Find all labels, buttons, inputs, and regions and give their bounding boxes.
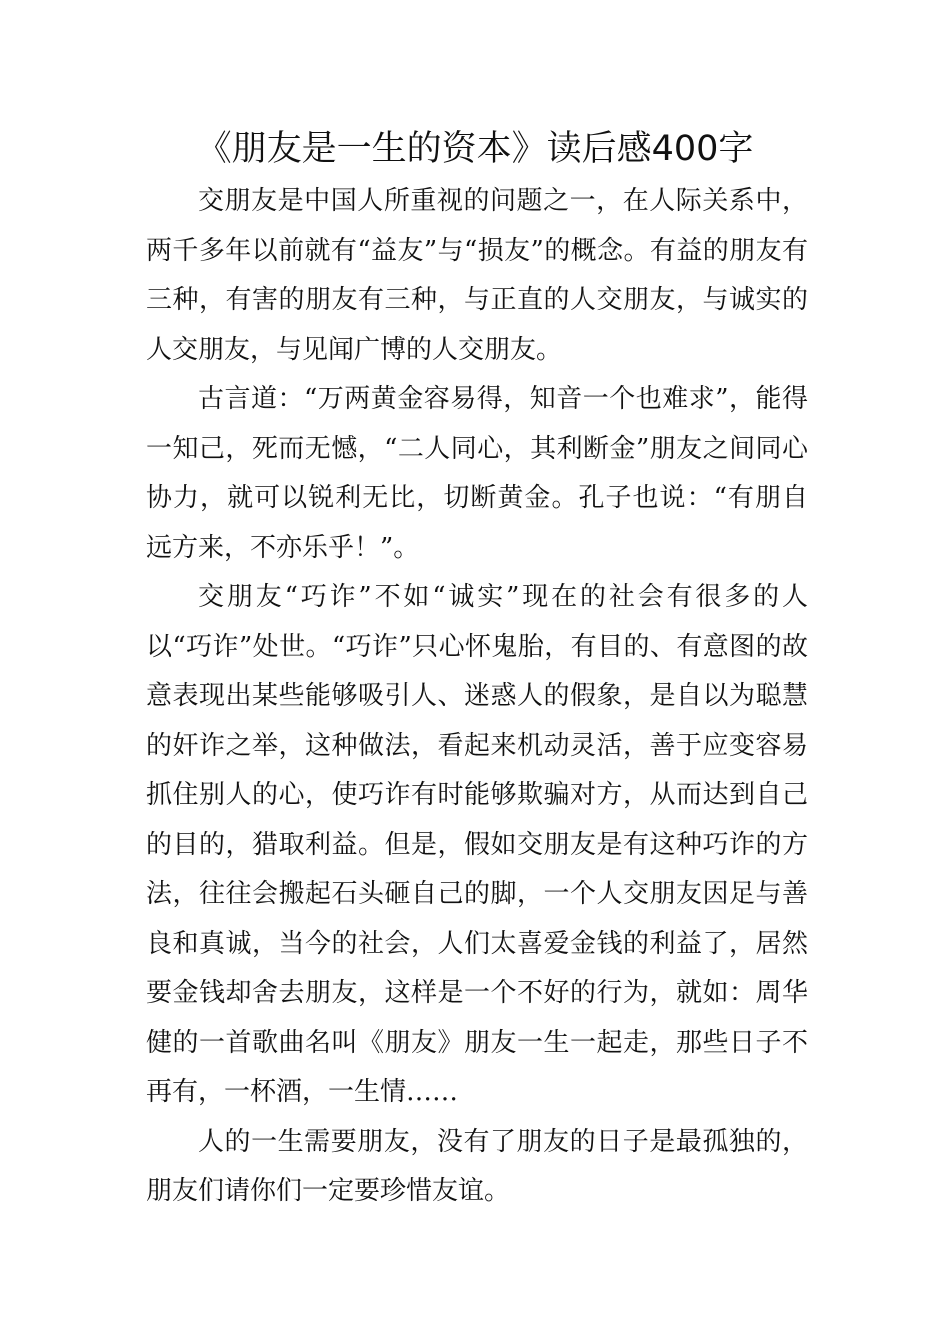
document-body [146,177,808,1217]
document-title: 《朋友是一生的资本》读后感400字 [196,129,754,169]
paragraph-3: 交朋友“巧诈”不如“诚实”现在的社会有很多的人以“巧诈”处世。“巧诈”只心怀鬼胎，有目的、有意图的故意表现出某些能够吸引人、迷惑人的假象，是自以为聪慧的奸诈之举，这种做法，看起来机动灵活，善于应变容易抓住别人的心，使巧诈有时能够欺骗对方，从而达到自己的目的，猎取利益。但是，假如交朋友是有这种巧诈的方法，往往会搬起石头砸自己的脚，一个人交朋友因足与善良和真诚，当今的社会，人们太喜爱金钱的利益了，居然要金钱却舍去朋友，这样是一个不好的行为，就如：周华健的一首歌曲名叫《朋友》朋友一生一起走，那些日子不再有，一杯酒，一生情…… [146,582,808,1107]
paragraph-4: 人的一生需要朋友，没有了朋友的日子是最孤独的，朋友们请你们一定要珍惜友谊。 [146,1126,808,1206]
paragraph-2: 古言道：“万两黄金容易得，知音一个也难求”，能得一知己，死而无憾，“二人同心，其利断金”朋友之间同心协力，就可以锐利无比，切断黄金。孔子也说：“有朋自远方来，不亦乐乎！”。 [146,384,808,563]
paragraph-1: 交朋友是中国人所重视的问题之一，在人际关系中，两千多年以前就有“益友”与“损友”的概念。有益的朋友有三种，有害的朋友有三种，与正直的人交朋友，与诚实的人交朋友，与见闻广博的人交朋友。 [146,186,808,365]
